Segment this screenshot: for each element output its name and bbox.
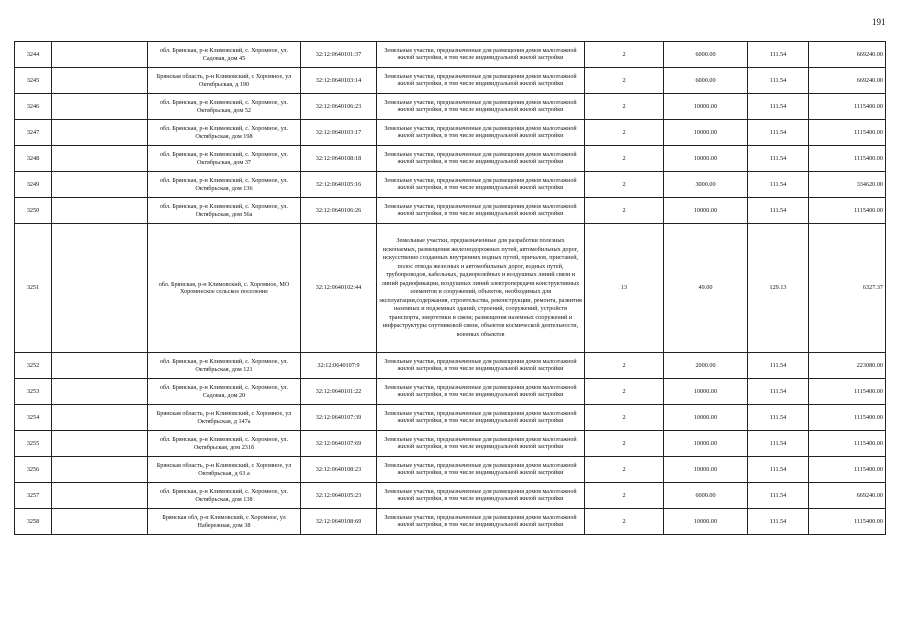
rate-cell: 111.54 xyxy=(748,457,809,483)
address-cell: обл. Брянская, р-н Климовский, с. Хоромное, ул. Садовая, дом 20 xyxy=(148,379,301,405)
table-row xyxy=(15,172,886,198)
record-number-cell: 3253 xyxy=(15,379,52,405)
permitted-use-cell: Земельные участки, предназначенные для размещения домов малоэтажной жилой застройки, в том числе индивидуальной жилой застройки xyxy=(377,483,585,509)
record-number-cell: 3255 xyxy=(15,431,52,457)
rate-cell: 129.13 xyxy=(748,224,809,353)
record-number-cell: 3254 xyxy=(15,405,52,431)
record-number-cell: 3258 xyxy=(15,509,52,535)
area-cell: 10000.00 xyxy=(664,379,748,405)
rate-cell: 111.54 xyxy=(748,198,809,224)
blank-cell xyxy=(52,94,148,120)
cadastral-number-cell: 32:12:0640106:23 xyxy=(301,94,377,120)
table-row xyxy=(15,42,886,68)
rate-cell: 111.54 xyxy=(748,353,809,379)
rate-cell: 111.54 xyxy=(748,405,809,431)
record-number-cell: 3256 xyxy=(15,457,52,483)
rate-cell: 111.54 xyxy=(748,172,809,198)
permitted-use-cell: Земельные участки, предназначенные для размещения домов малоэтажной жилой застройки, в том числе индивидуальной жилой застройки xyxy=(377,405,585,431)
cadastral-number-cell: 32:12:0640107:39 xyxy=(301,405,377,431)
cadastral-value-cell: 1115400.00 xyxy=(809,431,886,457)
area-cell: 10000.00 xyxy=(664,405,748,431)
area-cell: 3000.00 xyxy=(664,172,748,198)
address-cell: обл. Брянская, р-н Климовский, с. Хоромное, ул. Садовая, дом 45 xyxy=(148,42,301,68)
area-cell: 10000.00 xyxy=(664,146,748,172)
address-cell: обл. Брянская, р-н Климовский, с. Хоромное, МО Хоромнеское сельское поселение xyxy=(148,224,301,353)
category-code-cell: 2 xyxy=(585,483,664,509)
address-cell: Брянская область, р-н Климовский, с Хоромное, ул Октябрьская, д 63 а xyxy=(148,457,301,483)
rate-cell: 111.54 xyxy=(748,120,809,146)
category-code-cell: 2 xyxy=(585,172,664,198)
page-number: 191 xyxy=(872,17,886,27)
table-row xyxy=(15,457,886,483)
category-code-cell: 2 xyxy=(585,68,664,94)
table-row xyxy=(15,224,886,353)
rate-cell: 111.54 xyxy=(748,483,809,509)
cadastral-value-cell: 1115400.00 xyxy=(809,146,886,172)
category-code-cell: 2 xyxy=(585,431,664,457)
blank-cell xyxy=(52,483,148,509)
category-code-cell: 2 xyxy=(585,379,664,405)
blank-cell xyxy=(52,509,148,535)
blank-cell xyxy=(52,224,148,353)
rate-cell: 111.54 xyxy=(748,379,809,405)
category-code-cell: 13 xyxy=(585,224,664,353)
table-body xyxy=(15,42,886,535)
rate-cell: 111.54 xyxy=(748,42,809,68)
cadastral-value-cell: 1115400.00 xyxy=(809,509,886,535)
address-cell: обл. Брянская, р-н Климовский, с. Хоромное, ул. Октябрьская, дом 56а xyxy=(148,198,301,224)
cadastral-value-cell: 1115400.00 xyxy=(809,120,886,146)
cadastral-number-cell: 32:12:0640103:17 xyxy=(301,120,377,146)
record-number-cell: 3244 xyxy=(15,42,52,68)
area-cell: 6000.00 xyxy=(664,42,748,68)
cadastral-value-cell: 669240.00 xyxy=(809,68,886,94)
address-cell: обл. Брянская, р-н Климовский, с. Хоромное, ул. Октябрьская, дом 37 xyxy=(148,146,301,172)
area-cell: 10000.00 xyxy=(664,431,748,457)
category-code-cell: 2 xyxy=(585,509,664,535)
address-cell: обл. Брянская, р-н Климовский, с. Хоромное, ул. Октябрьская, дом 138 xyxy=(148,483,301,509)
area-cell: 10000.00 xyxy=(664,94,748,120)
land-registry-table xyxy=(14,41,886,535)
cadastral-number-cell: 32:12:0640107:9 xyxy=(301,353,377,379)
blank-cell xyxy=(52,457,148,483)
address-cell: обл. Брянская, р-н Климовский, с. Хоромное, ул. Октябрьская, дом 198 xyxy=(148,120,301,146)
blank-cell xyxy=(52,405,148,431)
blank-cell xyxy=(52,198,148,224)
permitted-use-cell: Земельные участки, предназначенные для размещения домов малоэтажной жилой застройки, в том числе индивидуальной жилой застройки xyxy=(377,94,585,120)
address-cell: обл. Брянская, р-н Климовский, с. Хоромное, ул. Октябрьская, дом 52 xyxy=(148,94,301,120)
cadastral-value-cell: 669240.00 xyxy=(809,42,886,68)
cadastral-value-cell: 1115400.00 xyxy=(809,457,886,483)
cadastral-number-cell: 32:12:0640108:23 xyxy=(301,457,377,483)
blank-cell xyxy=(52,172,148,198)
permitted-use-cell: Земельные участки, предназначенные для размещения домов малоэтажной жилой застройки, в том числе индивидуальной жилой застройки xyxy=(377,431,585,457)
blank-cell xyxy=(52,68,148,94)
record-number-cell: 3252 xyxy=(15,353,52,379)
table-row xyxy=(15,509,886,535)
address-cell: обл. Брянская, р-н Климовский, с. Хоромное, ул. Октябрьская, дом 121 xyxy=(148,353,301,379)
table-row xyxy=(15,94,886,120)
area-cell: 10000.00 xyxy=(664,509,748,535)
blank-cell xyxy=(52,42,148,68)
record-number-cell: 3247 xyxy=(15,120,52,146)
permitted-use-cell: Земельные участки, предназначенные для размещения домов малоэтажной жилой застройки, в том числе индивидуальной жилой застройки xyxy=(377,509,585,535)
rate-cell: 111.54 xyxy=(748,68,809,94)
area-cell: 10000.00 xyxy=(664,457,748,483)
category-code-cell: 2 xyxy=(585,146,664,172)
table-row xyxy=(15,68,886,94)
cadastral-value-cell: 1115400.00 xyxy=(809,405,886,431)
blank-cell xyxy=(52,120,148,146)
permitted-use-cell: Земельные участки, предназначенные для размещения домов малоэтажной жилой застройки, в том числе индивидуальной жилой застройки xyxy=(377,379,585,405)
table-row xyxy=(15,353,886,379)
cadastral-number-cell: 32:12:0640103:14 xyxy=(301,68,377,94)
address-cell: Брянская область, р-н Климовский, с Хоромное, ул Октябрьская, д 190 xyxy=(148,68,301,94)
area-cell: 10000.00 xyxy=(664,198,748,224)
cadastral-number-cell: 32:12:0640102:44 xyxy=(301,224,377,353)
address-cell: обл. Брянская, р-н Климовский, с. Хоромное, ул. Октябрьская, дом 136 xyxy=(148,172,301,198)
table-row xyxy=(15,146,886,172)
cadastral-number-cell: 32:12:0640101:37 xyxy=(301,42,377,68)
rate-cell: 111.54 xyxy=(748,509,809,535)
blank-cell xyxy=(52,146,148,172)
table-row xyxy=(15,405,886,431)
rate-cell: 111.54 xyxy=(748,94,809,120)
record-number-cell: 3257 xyxy=(15,483,52,509)
address-cell: Брянская область, р-н Климовский, с Хоромное, ул Октябрьская, д 147а xyxy=(148,405,301,431)
cadastral-number-cell: 32:12:0640108:18 xyxy=(301,146,377,172)
table-row xyxy=(15,483,886,509)
cadastral-number-cell: 32:12:0640105:23 xyxy=(301,483,377,509)
cadastral-value-cell: 6327.37 xyxy=(809,224,886,353)
blank-cell xyxy=(52,431,148,457)
blank-cell xyxy=(52,353,148,379)
category-code-cell: 2 xyxy=(585,405,664,431)
record-number-cell: 3246 xyxy=(15,94,52,120)
permitted-use-cell: Земельные участки, предназначенные для размещения домов малоэтажной жилой застройки, в том числе индивидуальной жилой застройки xyxy=(377,68,585,94)
area-cell: 2000.00 xyxy=(664,353,748,379)
cadastral-value-cell: 1115400.00 xyxy=(809,94,886,120)
category-code-cell: 2 xyxy=(585,42,664,68)
cadastral-number-cell: 32:12:0640106:26 xyxy=(301,198,377,224)
area-cell: 6000.00 xyxy=(664,483,748,509)
area-cell: 10000.00 xyxy=(664,120,748,146)
table-row xyxy=(15,120,886,146)
category-code-cell: 2 xyxy=(585,198,664,224)
permitted-use-cell: Земельные участки, предназначенные для размещения домов малоэтажной жилой застройки, в том числе индивидуальной жилой застройки xyxy=(377,120,585,146)
cadastral-value-cell: 1115400.00 xyxy=(809,379,886,405)
permitted-use-cell: Земельные участки, предназначенные для размещения домов малоэтажной жилой застройки, в том числе индивидуальной жилой застройки xyxy=(377,172,585,198)
rate-cell: 111.54 xyxy=(748,431,809,457)
category-code-cell: 2 xyxy=(585,94,664,120)
cadastral-value-cell: 223080.00 xyxy=(809,353,886,379)
category-code-cell: 2 xyxy=(585,353,664,379)
cadastral-number-cell: 32:12:0640101:22 xyxy=(301,379,377,405)
record-number-cell: 3248 xyxy=(15,146,52,172)
permitted-use-cell: Земельные участки, предназначенные для размещения домов малоэтажной жилой застройки, в том числе индивидуальной жилой застройки xyxy=(377,353,585,379)
rate-cell: 111.54 xyxy=(748,146,809,172)
area-cell: 6000.00 xyxy=(664,68,748,94)
cadastral-number-cell: 32:12:0640108:69 xyxy=(301,509,377,535)
table-row xyxy=(15,431,886,457)
record-number-cell: 3245 xyxy=(15,68,52,94)
cadastral-value-cell: 1115400.00 xyxy=(809,198,886,224)
address-cell: Брянская обл, р-н Климовский, с Хоромное, ул Набережная, дом 38 xyxy=(148,509,301,535)
record-number-cell: 3249 xyxy=(15,172,52,198)
category-code-cell: 2 xyxy=(585,120,664,146)
permitted-use-cell: Земельные участки, предназначенные для размещения домов малоэтажной жилой застройки, в том числе индивидуальной жилой застройки xyxy=(377,198,585,224)
cadastral-number-cell: 32:12:0640105:16 xyxy=(301,172,377,198)
cadastral-value-cell: 669240.00 xyxy=(809,483,886,509)
category-code-cell: 2 xyxy=(585,457,664,483)
permitted-use-cell: Земельные участки, предназначенные для размещения домов малоэтажной жилой застройки, в том числе индивидуальной жилой застройки xyxy=(377,42,585,68)
permitted-use-cell: Земельные участки, предназначенные для размещения домов малоэтажной жилой застройки, в том числе индивидуальной жилой застройки xyxy=(377,457,585,483)
blank-cell xyxy=(52,379,148,405)
table-row xyxy=(15,198,886,224)
area-cell: 49.00 xyxy=(664,224,748,353)
record-number-cell: 3251 xyxy=(15,224,52,353)
cadastral-number-cell: 32:12:0640107:69 xyxy=(301,431,377,457)
permitted-use-cell: Земельные участки, предназначенные для размещения домов малоэтажной жилой застройки, в том числе индивидуальной жилой застройки xyxy=(377,146,585,172)
record-number-cell: 3250 xyxy=(15,198,52,224)
cadastral-value-cell: 334620.00 xyxy=(809,172,886,198)
table-row xyxy=(15,379,886,405)
address-cell: обл. Брянская, р-н Климовский, с. Хоромное, ул. Октябрьская, дом 231б xyxy=(148,431,301,457)
permitted-use-cell: Земельные участки, предназначенные для разработки полезных ископаемых, размещения железнодорожных путей, автомобильных дорог, искусственно созданных внутренних водных путей, причалов, пристаней, полос отвода железных и автомобильных дорог, водных путей, трубопроводов, кабельных, радиорелейных и воздушных линий связи и линий радиофикации, воздушных линий электропередачи конструктивных элементов и сооружений, объектов, необходимых для эксплуатации,содержания, строительства, реконструкции, ремонта, развития наземных и подземных зданий, строений, сооружений, устройств транспорта, энергетики и связи; размещения наземных сооружений и инфраструктуры спутниковой связи, объектов космической деятельности, военных объектов xyxy=(377,224,585,353)
